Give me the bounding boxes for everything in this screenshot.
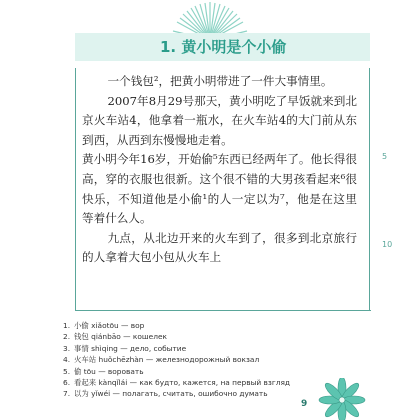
flower-ornament: [312, 378, 370, 420]
footnote: 6. 看起来 kànqǐlái — как будто, кажется, на первый взгляд: [63, 378, 291, 388]
paragraph: 九点，从北边开来的火车到了，很多到北京旅行的人拿着大包小包从火车上: [82, 230, 357, 265]
line-number: 10: [382, 240, 393, 249]
chapter-title: 1. 黄小明是个小偷: [160, 38, 287, 56]
text-frame-bottom-border: [75, 310, 371, 311]
footnote: 7. 以为 yǐwéi — полагать, считать, ошибочно думать: [63, 389, 268, 399]
paragraph: 2007年8月29号那天，黄小明吃了早饭就来到北京火车站4，他拿着一瓶水，在火车站4的大门前从东到西，从西到东慢慢地走着。: [82, 93, 357, 147]
footnote: 1. 小偷 xiǎotōu — вор: [63, 321, 145, 330]
page-number: 9: [301, 399, 308, 409]
footnote: 2. 钱包 qiánbāo — кошелек: [63, 332, 167, 342]
footnote: 3. 事情 shìqing — дело, событие: [63, 343, 187, 353]
paragraph: 黄小明今年16岁，开始偷⁵东西已经两年了。他长得很高，穿的衣服也很新。这个很不错的大男孩看起来⁶很快乐，不知道他是小偷¹的人一定以为⁷，他是在这里等着什么人。: [82, 152, 357, 226]
footnote: 4. 火车站 huǒchēzhàn — железнодорожный вокзал: [63, 355, 260, 365]
line-number: 5: [382, 152, 388, 161]
text-frame-right-border: [369, 68, 370, 310]
story-text: [82, 72, 357, 268]
paragraph: 一个钱包²，把黄小明带进了一件大事情里。: [107, 74, 333, 88]
footnote: 5. 偷 tōu — воровать: [63, 366, 144, 376]
